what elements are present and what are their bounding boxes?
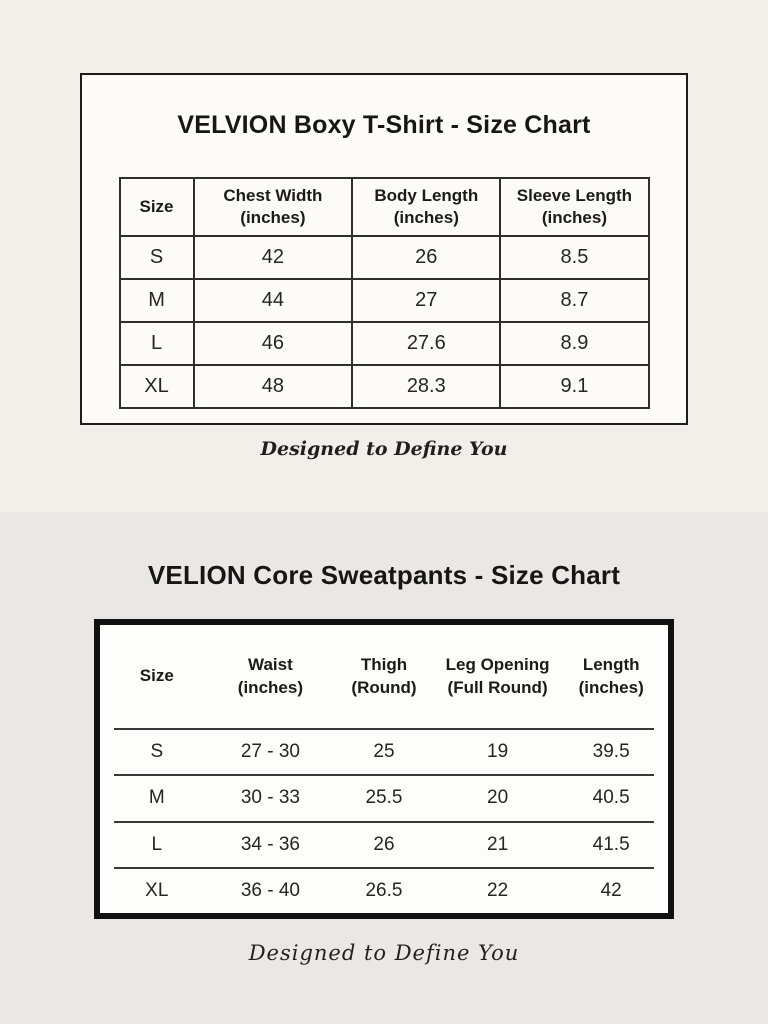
cell-body: 27 (352, 279, 500, 322)
cell-size: L (120, 322, 194, 365)
cell-leg-opening: 20 (487, 787, 509, 809)
tshirt-header-body-length: Body Length (inches) (352, 178, 500, 236)
cell-chest: 46 (194, 322, 353, 365)
sweatpants-header-thigh: Thigh (Round) (351, 654, 417, 697)
cell-size: XL (145, 879, 169, 901)
tshirt-header-size: Size (120, 178, 194, 236)
cell-length: 42 (600, 879, 622, 901)
brand-tagline-top: Designed to Define You (260, 438, 508, 460)
cell-thigh: 25 (373, 741, 395, 763)
cell-chest: 48 (194, 365, 353, 408)
tshirt-header-chest-width: Chest Width (inches) (194, 178, 353, 236)
sweatpants-header-waist: Waist (inches) (237, 654, 303, 697)
cell-size: M (120, 279, 194, 322)
table-row (120, 236, 649, 279)
cell-thigh: 26.5 (365, 879, 403, 901)
table-row (100, 823, 668, 867)
sweatpants-header-leg-opening: Leg Opening (Full Round) (445, 654, 550, 697)
sweatpants-size-chart-card (94, 619, 674, 919)
cell-length: 40.5 (592, 787, 630, 809)
cell-size: M (148, 787, 165, 809)
table-row (100, 776, 668, 820)
cell-body: 26 (352, 236, 500, 279)
cell-waist: 27 - 30 (240, 741, 300, 763)
table-row (120, 365, 649, 408)
cell-size: XL (120, 365, 194, 408)
cell-thigh: 26 (373, 833, 395, 855)
table-row (120, 279, 649, 322)
cell-chest: 42 (194, 236, 353, 279)
tshirt-header-sleeve-length: Sleeve Length (inches) (500, 178, 648, 236)
sweatpants-header-size: Size (139, 666, 174, 686)
sweatpants-chart-title: VELION Core Sweatpants - Size Chart (147, 560, 621, 590)
sweatpants-table-header (100, 625, 668, 728)
cell-thigh: 25.5 (365, 787, 403, 809)
brand-tagline-bottom: Designed to Define You (248, 941, 520, 965)
table-row (100, 869, 668, 913)
cell-body: 28.3 (352, 365, 500, 408)
cell-leg-opening: 21 (487, 833, 509, 855)
cell-waist: 36 - 40 (240, 879, 300, 901)
cell-size: L (151, 833, 163, 855)
cell-length: 39.5 (592, 741, 630, 763)
cell-sleeve: 9.1 (500, 365, 648, 408)
cell-waist: 34 - 36 (240, 833, 300, 855)
table-row (100, 730, 668, 774)
cell-length: 41.5 (592, 833, 630, 855)
cell-sleeve: 8.7 (500, 279, 648, 322)
cell-body: 27.6 (352, 322, 500, 365)
cell-sleeve: 8.5 (500, 236, 648, 279)
table-row (120, 322, 649, 365)
cell-chest: 44 (194, 279, 353, 322)
sweatpants-section (0, 512, 768, 1024)
cell-waist: 30 - 33 (240, 787, 300, 809)
tshirt-size-chart-card (80, 73, 688, 425)
cell-size: S (150, 741, 164, 763)
tshirt-size-table (119, 177, 650, 409)
cell-leg-opening: 22 (487, 879, 509, 901)
cell-sleeve: 8.9 (500, 322, 648, 365)
cell-leg-opening: 19 (487, 741, 509, 763)
cell-size: S (120, 236, 194, 279)
sweatpants-header-length: Length (inches) (578, 654, 644, 697)
tshirt-table-header (120, 178, 649, 236)
tshirt-chart-title: VELVION Boxy T-Shirt - Size Chart (177, 111, 591, 139)
